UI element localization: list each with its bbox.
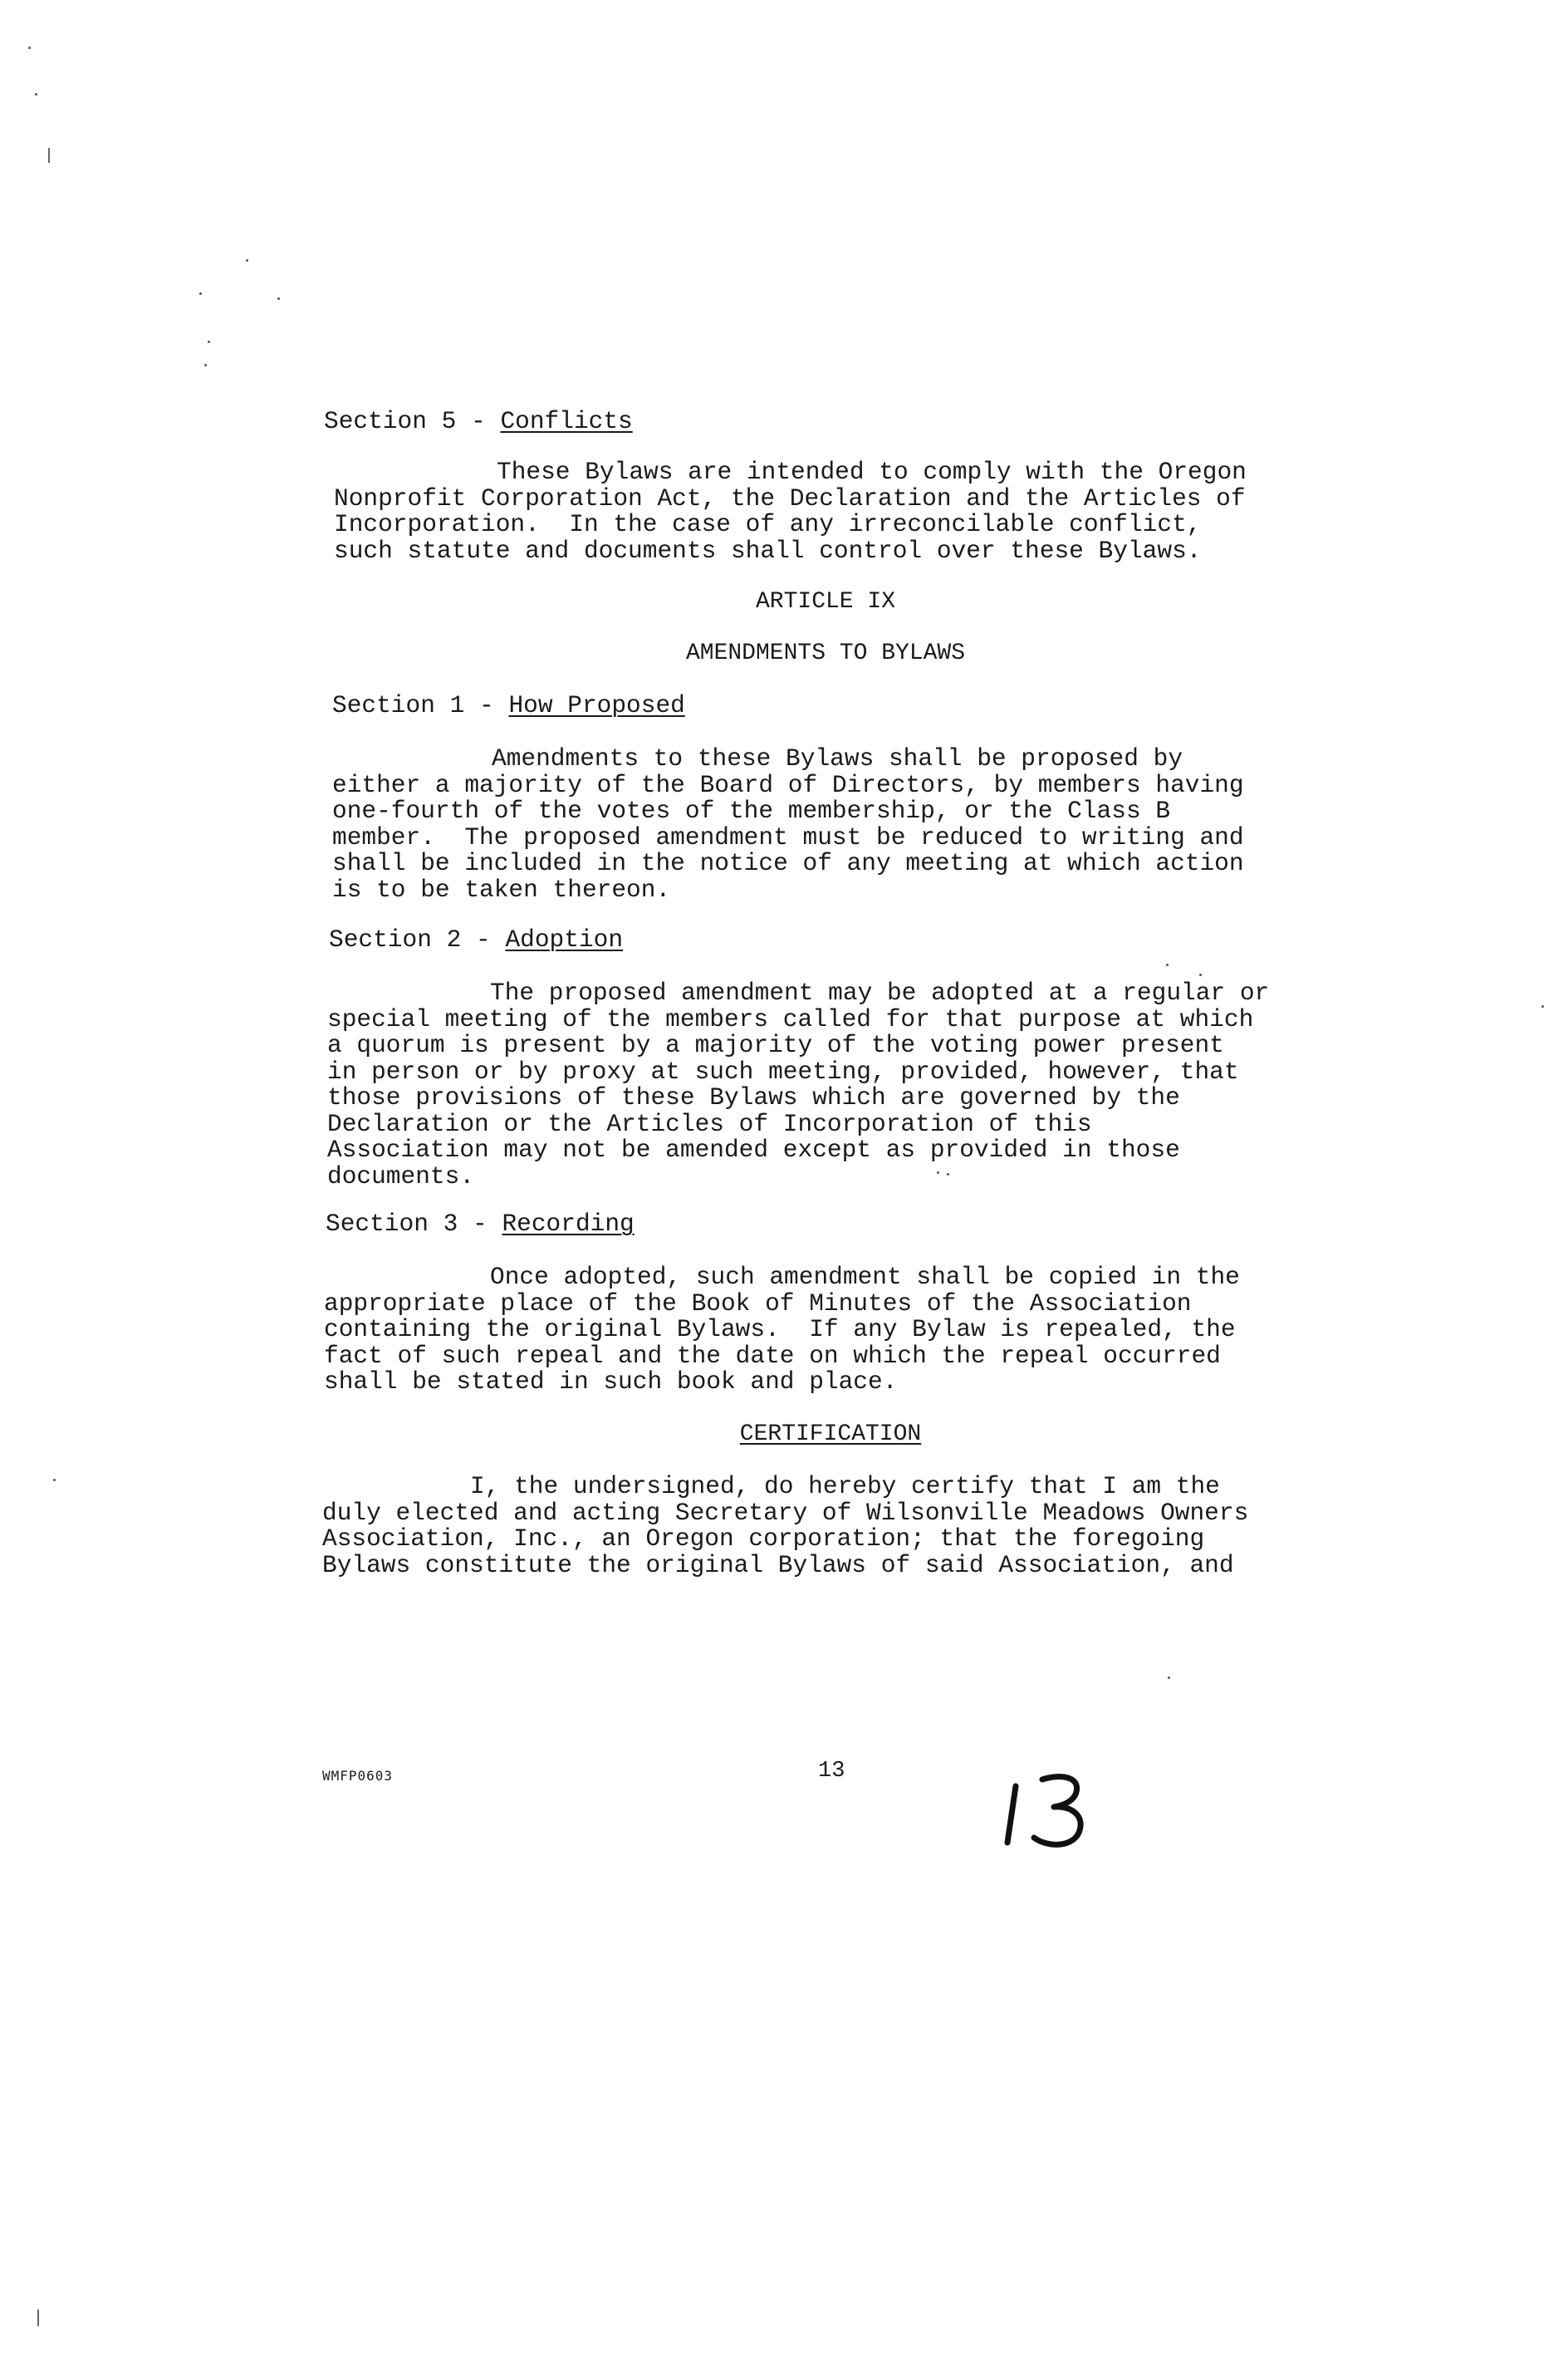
paragraph-line: a quorum is present by a majority of the voting power present [327, 1031, 1224, 1059]
paragraph-line: shall be stated in such book and place. [324, 1367, 898, 1396]
scan-speck [246, 259, 248, 262]
handwritten-page-number [992, 1761, 1109, 1853]
section-label: Section 5 - [324, 407, 501, 435]
scan-speck [199, 292, 202, 295]
paragraph-line: Association may not be amended except as provided in those [327, 1136, 1180, 1164]
certification-body [322, 1474, 1369, 1578]
paragraph-line: fact of such repeal and the date on which the repeal occurred [324, 1341, 1221, 1370]
section-title: Adoption [505, 925, 624, 954]
paragraph-line: I, the undersigned, do hereby certify that I am the [470, 1472, 1220, 1500]
paragraph-line: one-fourth of the votes of the membership, or the Class B [332, 797, 1171, 825]
paragraph-line: The proposed amendment may be adopted at a regular or [490, 979, 1270, 1007]
scan-speck [208, 341, 210, 343]
section-label: Section 1 - [332, 691, 509, 719]
paragraph-line: containing the original Bylaws. If any Bylaw is repealed, the [324, 1315, 1236, 1343]
scan-speck [53, 1479, 56, 1481]
scan-speck [28, 47, 31, 49]
section-title: How Proposed [508, 691, 685, 719]
paragraph-line: member. The proposed amendment must be reduced to writing and [332, 822, 1244, 852]
paragraph-line: Declaration or the Articles of Incorporation of this [327, 1109, 1092, 1138]
paragraph-line: Amendments to these Bylaws shall be proposed by [492, 744, 1183, 773]
paragraph-line: duly elected and acting Secretary of Wilsonville Meadows Owners [322, 1498, 1249, 1527]
section-2 [329, 927, 1375, 954]
scan-speck [1541, 1005, 1544, 1008]
section-1-heading [332, 693, 1379, 719]
paragraph-line: shall be included in the notice of any meeting at which action [332, 849, 1244, 877]
paragraph-line: those provisions of these Bylaws which are governed by the [327, 1083, 1180, 1112]
paragraph-line: Once adopted, such amendment shall be copied in the [490, 1263, 1240, 1291]
paragraph-line: Incorporation. In the case of any irreconcilable conflict, [334, 510, 1202, 538]
paragraph-line: Nonprofit Corporation Act, the Declaration and the Articles of [334, 484, 1246, 513]
paragraph-line: such statute and documents shall control over these Bylaws. [334, 536, 1202, 565]
scan-speck [937, 1171, 939, 1174]
paragraph-line: either a majority of the Board of Directors, by members having [332, 770, 1244, 799]
scan-speck [1166, 964, 1169, 966]
paragraph-line: appropriate place of the Book of Minutes of the Association [324, 1289, 1192, 1318]
section-3 [326, 1211, 1372, 1238]
section-label: Section 2 - [329, 925, 506, 954]
paragraph-line: documents. [327, 1161, 475, 1190]
paragraph-line: is to be taken thereon. [332, 875, 671, 904]
section-2-body [327, 980, 1374, 1190]
section-label: Section 3 - [326, 1210, 502, 1238]
section-5 [324, 409, 1370, 435]
section-1 [332, 693, 1379, 719]
article-number: ARTICLE IX [755, 589, 896, 615]
section-3-body [324, 1264, 1370, 1396]
paragraph-line: Bylaws constitute the original Bylaws of said Association, and [322, 1550, 1234, 1579]
footer-page-number: 13 [818, 1759, 845, 1784]
paragraph-line: Association, Inc., an Oregon corporation; that the foregoing [322, 1524, 1205, 1553]
section-title: Recording [502, 1210, 635, 1238]
section-5-heading [324, 409, 1370, 435]
paragraph-line: These Bylaws are intended to comply with the Oregon [497, 458, 1247, 486]
scan-speck [35, 93, 37, 96]
scan-speck [1199, 974, 1202, 976]
section-5-body [334, 459, 1380, 564]
footer-document-code: WMFP0603 [322, 1768, 394, 1784]
scan-speck [204, 364, 207, 366]
scan-speck [947, 1173, 949, 1176]
scan-mark [37, 2310, 39, 2326]
paragraph-line: special meeting of the members called for that purpose at which [327, 1004, 1254, 1033]
section-3-heading [326, 1211, 1372, 1238]
scan-mark [48, 148, 50, 163]
certification-title-text: CERTIFICATION [739, 1421, 922, 1447]
scan-speck [1168, 1676, 1170, 1679]
section-2-heading [329, 927, 1375, 954]
section-title: Conflicts [500, 407, 633, 435]
certification-title [0, 1422, 1568, 1447]
article-title: AMENDMENTS TO BYLAWS [685, 641, 966, 666]
paragraph-line: in person or by proxy at such meeting, provided, however, that [327, 1057, 1239, 1086]
section-1-body [332, 746, 1379, 903]
scan-speck [277, 297, 280, 300]
